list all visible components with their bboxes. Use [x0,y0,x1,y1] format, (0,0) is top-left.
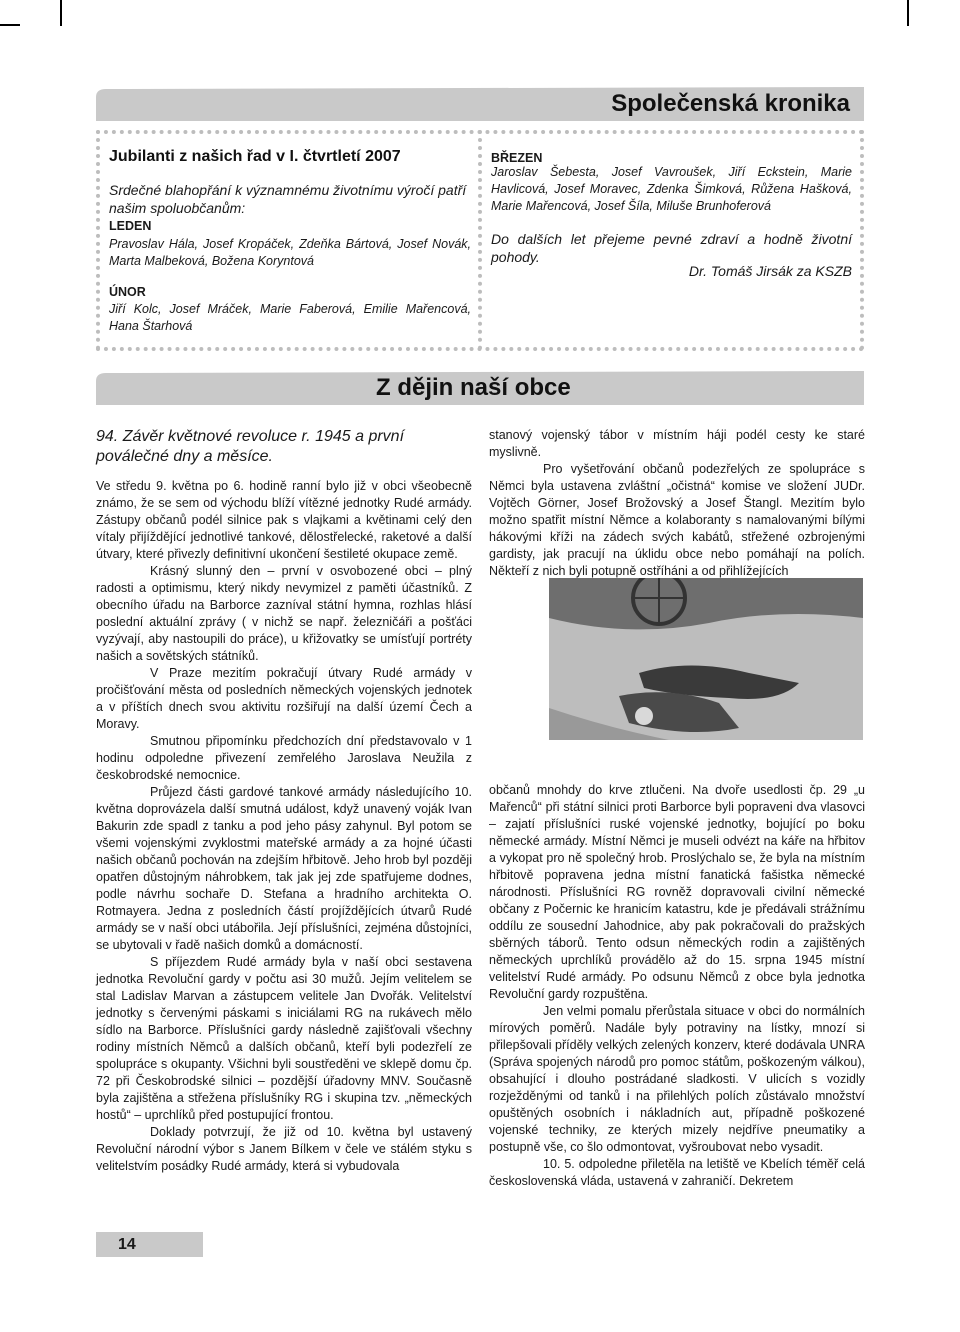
month-heading-february: ÚNOR [109,285,146,299]
history-banner [96,371,864,405]
jubilee-frame-left [96,130,100,350]
article-paragraph: stanový vojenský tábor v místním háji podél cesty ke staré myslivně. [489,428,865,459]
header-section-title: Společenská kronika [611,90,850,117]
article-title: 94. Závěr květnové revoluce r. 1945 a první poválečné dny a měsíce. [96,428,405,465]
jubilee-greeting: Srdečné blahopřání k významnému životnímu výročí patří našim spoluobčanům: [109,182,467,216]
month-names-february: Jiří Kolc, Josef Mráček, Marie Faberová, Emilie Mařencová, Hana Štarhová [109,302,471,333]
article-paragraph: V Praze mezitím pokračují útvary Rudé armády v pročišťování města od posledních německých vojenských jednotek a v příštích dnech svou aktivitu rozšiřují na další území Čech a Moravy. [96,666,472,731]
history-section-title: Z dějin naší obce [376,374,571,401]
jubilee-frame-right [860,130,864,350]
article-paragraph: občanů mnohdy do krve ztlučeni. Na dvoře usedlosti čp. 29 „u Mařenců“ při státní silnici proti Barborce byli popraveni dva vlasovci – zajatí příslušníci ruské vojenské jednotky, bojující po boku německé armády. Místní Němci je museli odvézt na káře na hřbitov a vykopat pro ně společný hrob. Proslýchalo se, že byla na místním hřbitově popravena jedna místní fanatická fašistka německé národnosti. Příslušníci RG rovněž dopravovali civilní německé občany z Počernic ke hranicím katastru, kde je předávali strážnímu oddílu ze sousední Jahodnice, aby pak pokračovali do pražských sběrných táborů. Tento odsun německých rodin a zajištěných německých uprchlíků provádělo až do 15. srpna 1945 místní velitelství Rudé armády. Po odsunu Němců z obce byla jednotka Revoluční gardy rozpuštěna. [489,783,865,1001]
article-paragraph: S příjezdem Rudé armády byla v naší obci sestavena jednotka Revoluční gardy v počtu asi 30 mužů. Jejím velitelem se stal Ladislav Marvan a zástupcem velitele Jan Dvořák. Velitelství jednotky s červenými páskami s iniciálami RG na rukávech mělo sídlo na Barborce. Příslušníci gardy následně zajišťovali všechny rodiny místních Němců a dalších občanů, kteří byli podezřelí ze spolupráce s okupanty. Všichni byli soustředěni ve sklepě domu čp. 72 při Českobrodské silnici – pozdější úřadovny MNV. Současně byla zajištěna a střežena příslušníky RG i skupina tzv. „německých hostů“ – uprchlíků před postupující frontou. [96,955,472,1122]
article-paragraph: Pro vyšetřování občanů podezřelých ze spolupráce s Němci byla ustavena zvláštní „očistná“ komise ve složení JUDr. Vojtěch Görner, Josef Brožovský a Josef Štangl. Mezitím bylo možno spatřit místní Němce a kolaboranty s namalovanými bílými hákovými kříži na zádech svých kabátů, střežené ozbrojenými gardisty, jak pracují na úklidu obce nebo pomáhají na polích. Někteří z nich byli potupně ostříháni a od přihlížejících [489,462,865,578]
article-paragraph: Jen velmi pomalu přerůstala situace v obci do normálních mírových poměrů. Nadále byly potraviny na lístky, mnozí si přilepšovali příděly velkých zelených konzerv, které dodávala UNRA (Správa spojených národů pro pomoc státům, poškozeným válkou), obsahující i dlouho postrádané sladkosti. V ulicích s vozidly rozježděnými od tanků i na přilehlých polích zůstávalo množství opuštěných osobních i nákladních aut, případně poškozené vojenské techniky, ze kterých mizely nejdříve pneumatiky a postupně vše, co šlo odmontovat, vyšroubovat nebo vysadit. [489,1004,865,1154]
article-paragraph: Krásný slunný den – první v osvobozené obci – plný radosti a optimismu, který nikdy nevymizel z paměti účastníků. Z obecního úřadu na Barborce zazníval státní hymna, rozhlas hlásí poslední aktuální zprávy ( v nichž se např. železničáři a pošťáci vyzývají, aby nastoupili do práce), u křižovatky se umísťují portréty našich a sovětských státníků. [96,564,472,663]
article-right-column-top [489,427,865,580]
historical-photo [549,578,863,740]
article-paragraph: Ve středu 9. května po 6. hodině ranní bylo již v obci všeobecně známo, že se sem od východu blíží vítězné jednotky Rudé armády. Zástupy občanů podél silnice pak s vlajkami a květinami celý den vítaly přijíždějící jednotlivé tankové, dělostřelecké, raketové a další útvary, které přivezly definitivní ukončení šestileté okupace země. [96,479,472,561]
month-heading-march: BŘEZEN [491,151,543,165]
jubilee-frame-divider [478,130,482,350]
article-left-column [96,478,472,1175]
jubilee-wish: Do dalších let přejeme pevné zdraví a hodně životní pohody. [491,231,852,265]
jubilee-signature: Dr. Tomáš Jirsák za KSZB [688,263,852,279]
month-names-march: Jaroslav Šebesta, Josef Vavroušek, Jiří Eckstein, Marie Havlicová, Josef Moravec, Zdenka Šimková, Růžena Hašková, Marie Mařencová, Josef Šíla, Miluše Brunhoferová [491,165,852,213]
article-paragraph: Smutnou připomínku předchozích dní představovalo v 1 hodinu odpoledne přivezení zemřelého Jaroslava Neužila z českobrodské nemocnice. [96,734,472,782]
month-heading-january: LEDEN [109,219,152,233]
article-paragraph: Průjezd části gardové tankové armády následujícího 10. května doprovázela další smutná událost, když unavený voják Ivan Bakurin zde spadl z tanku a pod jeho pásy zahynul. Byl potom se všemi vojenskými zvyklostmi mateřské armády a za hojné účasti našich občanů pochován na zdejším hřbitově. Jeho hrob byl později opatřen důstojným náhrobkem, tak jak jej zde spatřujeme dodnes, podle návrhu sochaře D. Stefana a hradního architekta O. Rotmayera. Jedna z posledních částí projíždějících útvarů Rudé armády se v naší obci utábořila. Její příslušníci, zejména důstojníci, se ubytovali v řadě našich domků a domácností. [96,785,472,952]
crop-mark-top-right [907,0,909,26]
historical-photo-art [549,578,863,740]
crop-mark-left [0,24,20,26]
jubilee-title: Jubilanti z našich řad v I. čtvrtletí 2007 [109,148,401,165]
crop-mark-top-left [60,0,62,26]
article-paragraph: 10. 5. odpoledne přiletěla na letiště ve Kbelích téměř celá československá vláda, ustavená v zahraničí. Dekretem [489,1157,865,1188]
article-right-column-bottom [489,782,865,1190]
page-number: 14 [96,1232,203,1257]
header-banner [96,87,864,121]
month-names-january: Pravoslav Hála, Josef Kropáček, Zdeňka Bártová, Josef Novák, Marta Malbeková, Božena Koryntová [109,237,471,268]
article-paragraph: Doklady potvrzují, že již od 10. května byl ustavený Revoluční národní výbor s Janem Bílkem v čele ve stálém styku s velitelstvím posádky Rudé armády, která si vybudovala [96,1125,472,1173]
